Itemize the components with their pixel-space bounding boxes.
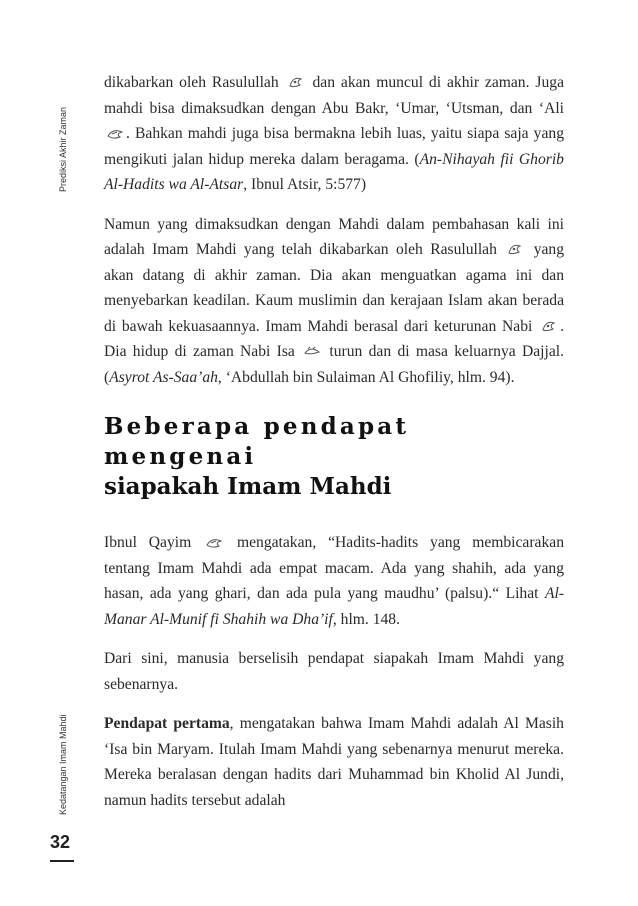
reference-title: An-Nihayah fii Ghorib Al-Hadits wa Al-Atsar [104,150,564,193]
paragraph-3: Ibnul Qayim mengatakan, “Hadits-hadits yang membicarakan tentang Imam Mahdi ada empat macam. Ada yang shahih, ada yang hasan, ada yang ghari, dan ada pula yang maudhu’ (palsu).“ Lihat Al-Manar Al-Munif fi Shahih wa Dha’if, hlm. 148. [104,534,564,628]
running-header-chapter-title: Kedatangan Imam Mahdi [58,714,68,815]
reference-title: Al-Manar Al-Munif fi Shahih wa Dha’if [104,585,564,628]
alaihissalam-honorific-icon [304,341,320,355]
section-heading [104,412,564,502]
paragraph-4: Dari sini, manusia berselisih pendapat siapakah Imam Mahdi yang sebenarnya. [104,650,564,693]
running-header-book-title: Prediksi Akhir Zaman [58,106,68,192]
reference-title: Asyrot As-Saa’ah [109,368,218,386]
salawat-honorific-icon [541,316,557,330]
section-heading-line-2: siapakah Imam Mahdi [104,473,392,500]
section-heading-line-1: Beberapa pendapat mengenai [104,413,410,470]
salawat-honorific-icon [507,239,523,253]
page-number: 32 [50,832,71,852]
page-body [104,70,564,827]
paragraph-1: dikabarkan oleh Rasulullah dan akan muncul di akhir zaman. Juga mahdi bisa dimaksudkan dengan Abu Bakr, ‘Umar, ‘Utsman, dan ‘Ali . Bahkan mahdi juga bisa bermakna lebih luas, yaitu siapa saja yang mengikuti jalan hidup mereka dalam beragama. (An-Nihayah fii Ghorib Al-Hadits wa Al-Atsar, Ibnul Atsir, 5:577) [104,74,564,193]
radhiyallahu-honorific-icon [107,123,123,137]
paragraph-2: Namun yang dimaksudkan dengan Mahdi dalam pembahasan kali ini adalah Imam Mahdi yang telah dikabarkan oleh Rasulullah yang akan datang di akhir zaman. Dia akan menguatkan agama ini dan menyebarkan keadilan. Kaum muslimin dan kerajaan Islam akan berada di bawah kekuasaannya. Imam Mahdi berasal dari keturunan Nabi . Dia hidup di zaman Nabi Isa turun dan di masa keluarnya Dajjal. (Asyrot As-Saa’ah, ‘Abdullah bin Sulaiman Al Ghofiliy, hlm. 94). [104,215,564,386]
salawat-honorific-icon [288,72,304,86]
paragraph-5: Pendapat pertama, mengatakan bahwa Imam Mahdi adalah Al Masih ‘Isa bin Maryam. Itulah Imam Mahdi yang sebenarnya menurut mereka. Mereka beralasan dengan hadits dari Muhammad bin Kholid Al Jundi, namun hadits tersebut adalah [104,715,564,809]
opinion-lead: Pendapat pertama [104,715,230,732]
page-number-rule [50,860,74,862]
rahimahullah-honorific-icon [206,532,222,546]
